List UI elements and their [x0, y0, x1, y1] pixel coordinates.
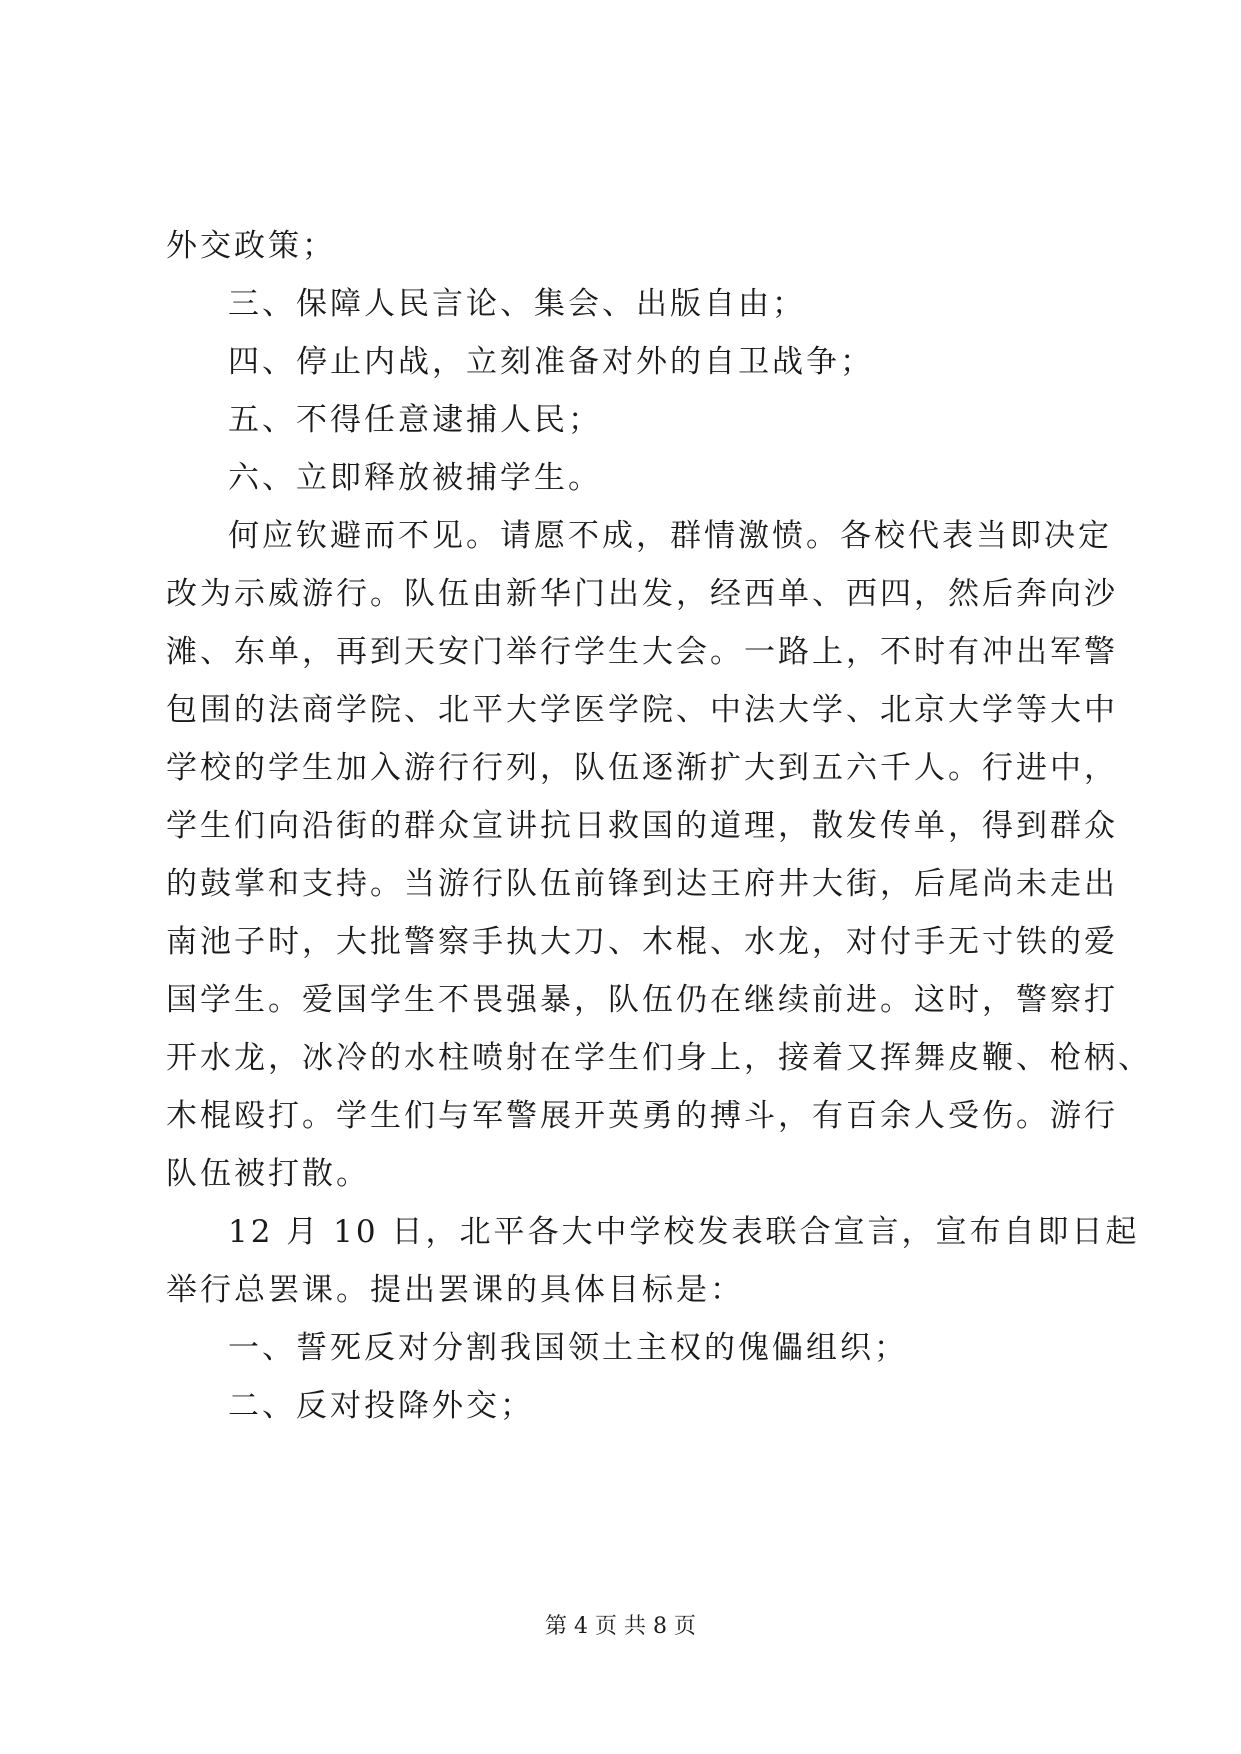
- text-line: 学校的学生加入游行行列，队伍逐渐扩大到五六千人。行进中，: [166, 750, 1118, 786]
- text-line: 学生们向沿街的群众宣讲抗日救国的道理，散发传单，得到群众: [166, 808, 1118, 844]
- list-item: 四、停止内战，立刻准备对外的自卫战争；: [228, 344, 874, 380]
- text-line: 队伍被打散。: [166, 1156, 370, 1192]
- list-item: 二、反对投降外交；: [228, 1388, 534, 1424]
- paragraph-first-line: 何应钦避而不见。请愿不成，群情激愤。各校代表当即决定: [228, 518, 1112, 554]
- list-item: 六、立即释放被捕学生。: [228, 460, 602, 496]
- text-line: 的鼓掌和支持。当游行队伍前锋到达王府井大街，后尾尚未走出: [166, 866, 1118, 902]
- list-item: 五、不得任意逮捕人民；: [228, 402, 602, 438]
- page-number-footer: 第 4 页 共 8 页: [545, 1614, 696, 1639]
- list-item: 一、誓死反对分割我国领土主权的傀儡组织；: [228, 1330, 908, 1366]
- text-line: 南池子时，大批警察手执大刀、木棍、水龙，对付手无寸铁的爱: [166, 924, 1118, 960]
- text-line: 木棍殴打。学生们与军警展开英勇的搏斗，有百余人受伤。游行: [166, 1098, 1118, 1134]
- text-line: 外交政策；: [166, 228, 336, 264]
- paragraph-first-line: 12 月 10 日，北平各大中学校发表联合宣言，宣布自即日起: [228, 1214, 1140, 1250]
- text-line: 开水龙，冰冷的水柱喷射在学生们身上，接着又挥舞皮鞭、枪柄、: [166, 1040, 1152, 1076]
- text-line: 国学生。爱国学生不畏强暴，队伍仍在继续前进。这时，警察打: [166, 982, 1118, 1018]
- text-line: 举行总罢课。提出罢课的具体目标是：: [166, 1272, 744, 1308]
- list-item: 三、保障人民言论、集会、出版自由；: [228, 286, 806, 322]
- text-line: 滩、东单，再到天安门举行学生大会。一路上，不时有冲出军警: [166, 634, 1118, 670]
- text-line: 改为示威游行。队伍由新华门出发，经西单、西四，然后奔向沙: [166, 576, 1118, 612]
- text-line: 包围的法商学院、北平大学医学院、中法大学、北京大学等大中: [166, 692, 1118, 728]
